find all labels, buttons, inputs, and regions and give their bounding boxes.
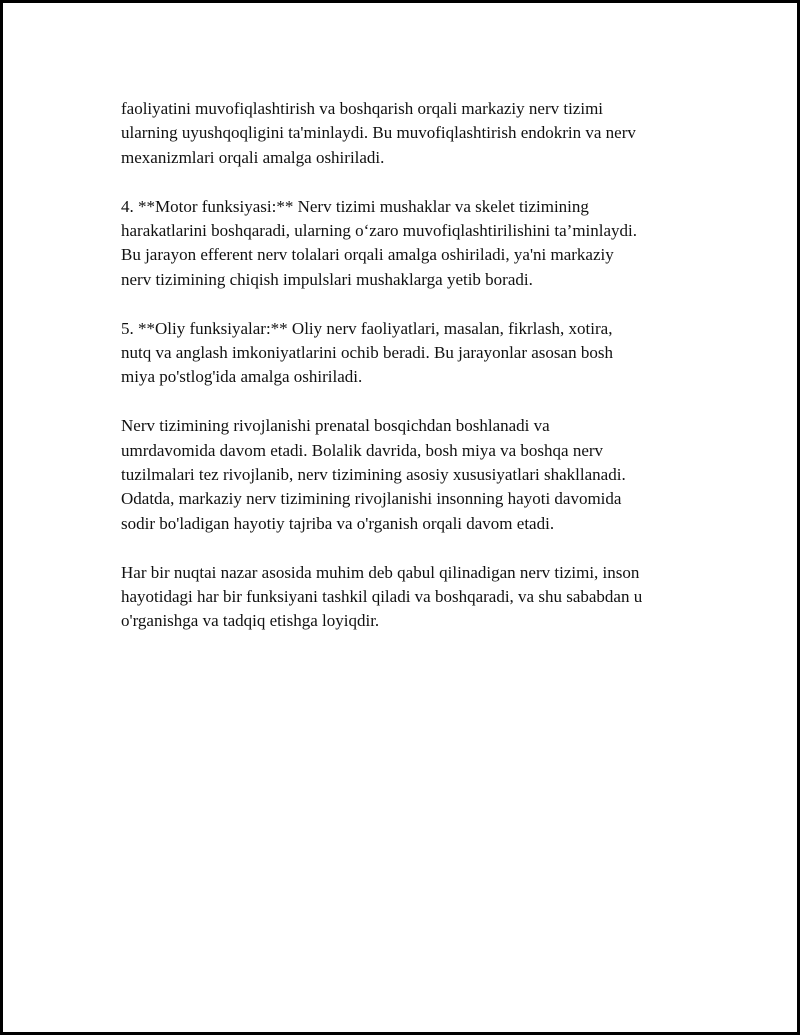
paragraph-coordination [121,97,701,170]
text-line: Odatda, markaziy nerv tizimining rivojlanishi insonning hayoti davomida [121,489,622,509]
text-line: nutq va anglash imkoniyatlarini ochib beradi. Bu jarayonlar asosan bosh [121,343,613,363]
text-line: o'rganishga va tadqiq etishga loyiqdir. [121,611,380,631]
text-line: miya po'stlog'ida amalga oshiriladi. [121,367,363,387]
document-body [121,97,701,658]
text-line: faoliyatini muvofiqlashtirish va boshqarish orqali markaziy nerv tizimi [121,99,604,118]
paragraph-conclusion [121,561,701,634]
text-line: Har bir nuqtai nazar asosida muhim deb qabul qilinadigan nerv tizimi, inson [121,562,640,582]
paragraph-higher-functions [121,317,701,390]
text-line: Bu jarayon efferent nerv tolalari orqali amalga oshiriladi, ya'ni markaziy [121,245,614,265]
text-line: 5. **Oliy funksiyalar:** Oliy nerv faoliyatlari, masalan, fikrlash, xotira, [121,318,613,338]
text-line: umrdavomida davom etadi. Bolalik davrida, bosh miya va boshqa nerv [121,440,604,460]
text-line: hayotidagi har bir funksiyani tashkil qiladi va boshqaradi, va shu sababdan u [121,587,643,607]
text-line: mexanizmlari orqali amalga oshiriladi. [121,147,385,167]
text-line: 4. **Motor funksiyasi:** Nerv tizimi mushaklar va skelet tizimining [121,196,589,216]
text-line: ularning uyushqoqligini ta'minlaydi. Bu muvofiqlashtirish endokrin va nerv [121,123,636,143]
text-line: sodir bo'ladigan hayotiy tajriba va o'rganish orqali davom etadi. [121,513,555,533]
text-line: nerv tizimining chiqish impulslari mushaklarga yetib boradi. [121,269,533,289]
text-line: Nerv tizimining rivojlanishi prenatal bosqichdan boshlanadi va [121,416,550,436]
paragraph-development [121,414,701,536]
paragraph-motor-function [121,195,701,293]
text-line: harakatlarini boshqaradi, ularning o‘zaro muvofiqlashtirilishini ta’minlaydi. [121,221,638,241]
text-line: tuzilmalari tez rivojlanib, nerv tizimining asosiy xususiyatlari shakllanadi. [121,465,626,485]
